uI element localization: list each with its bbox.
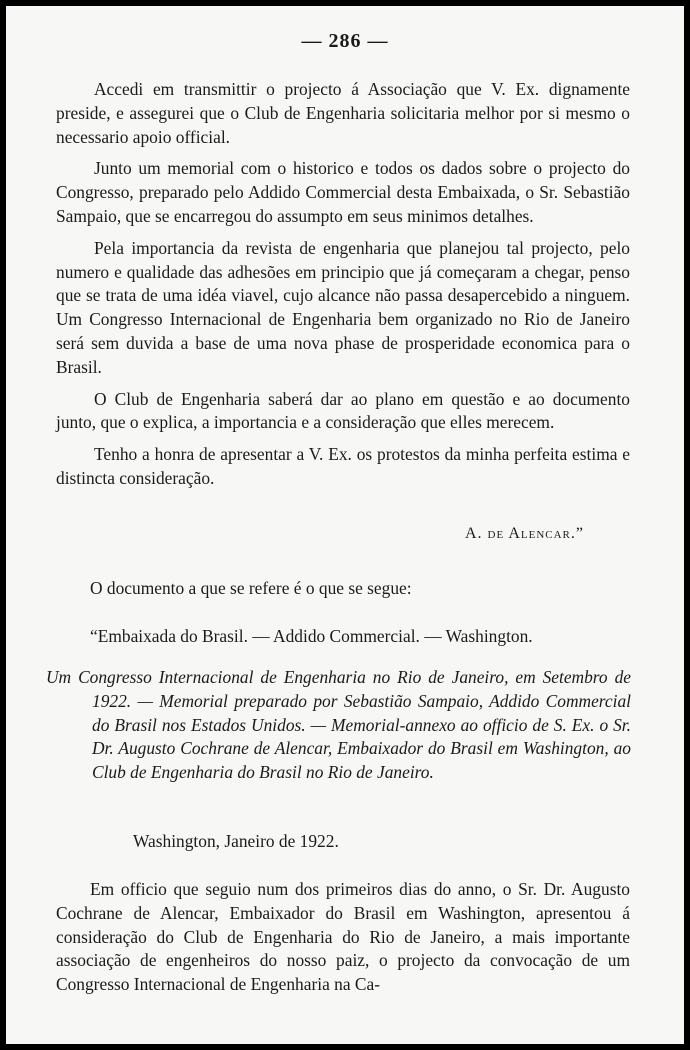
document-page <box>6 6 684 1044</box>
final-paragraph: Em officio que seguio num dos primeiros dias do anno, o Sr. Dr. Augusto Cochrane de Alencar, Embaixador do Brasil em Washington, apresentou á consideração do Club de Engenharia do Rio de Janeiro, a mais importante associação de engenheiros do nosso paiz, o projecto da convocação de um Congresso Internacional de Engenharia na Ca- <box>56 879 630 995</box>
paragraph: Tenho a honra de apresentar a V. Ex. os protestos da minha perfeita estima e distincta consideração. <box>56 444 630 488</box>
paragraph: Accedi em transmittir o projecto á Associação que V. Ex. dignamente preside, e assegurei que o Club de Engenharia solicitaria melhor por si mesmo o necessario apoio official. <box>56 79 630 147</box>
paragraph: Junto um memorial com o historico e todos os dados sobre o projecto do Congresso, preparado pelo Addido Commercial desta Embaixada, o Sr. Sebastião Sampaio, que se encarregou do assumpto em seus minimos detalhes. <box>56 158 630 226</box>
embassy-header: “Embaixada do Brasil. — Addido Commercial. — Washington. <box>90 626 533 646</box>
document-intro: O documento a que se refere é o que se segue: <box>90 578 412 598</box>
signature: A. de Alencar.” <box>465 525 584 542</box>
page-number: — 286 — <box>301 30 389 52</box>
memorial-title: Um Congresso Internacional de Engenharia no Rio de Janeiro, em Setembro de 1922. — Memorial preparado por Sebastião Sampaio, Addido Commercial do Brasil nos Estados Unidos. — Memorial-annexo ao officio de S. Ex. o Sr. Dr. Augusto Cochrane de Alencar, Embaixador do Brasil em Washington, ao Club de Engenharia do Brasil no Rio de Janeiro. <box>46 667 631 783</box>
paragraph: Pela importancia da revista de engenharia que planejou tal projecto, pelo numero e qualidade das adhesões em principio que já começaram a chegar, penso que se trata de uma idéa viavel, cujo alcance não passa desapercebido a ninguem. Um Congresso Internacional de Engenharia bem organizado no Rio de Janeiro será sem duvida a base de uma nova phase de prosperidade economica para o Brasil. <box>56 237 630 377</box>
letter-body <box>56 78 630 499</box>
paragraph: O Club de Engenharia saberá dar ao plano em questão e ao documento junto, que o explica, a importancia e a consideração que elles merecem. <box>56 388 630 433</box>
location-date: Washington, Janeiro de 1922. <box>133 831 339 851</box>
